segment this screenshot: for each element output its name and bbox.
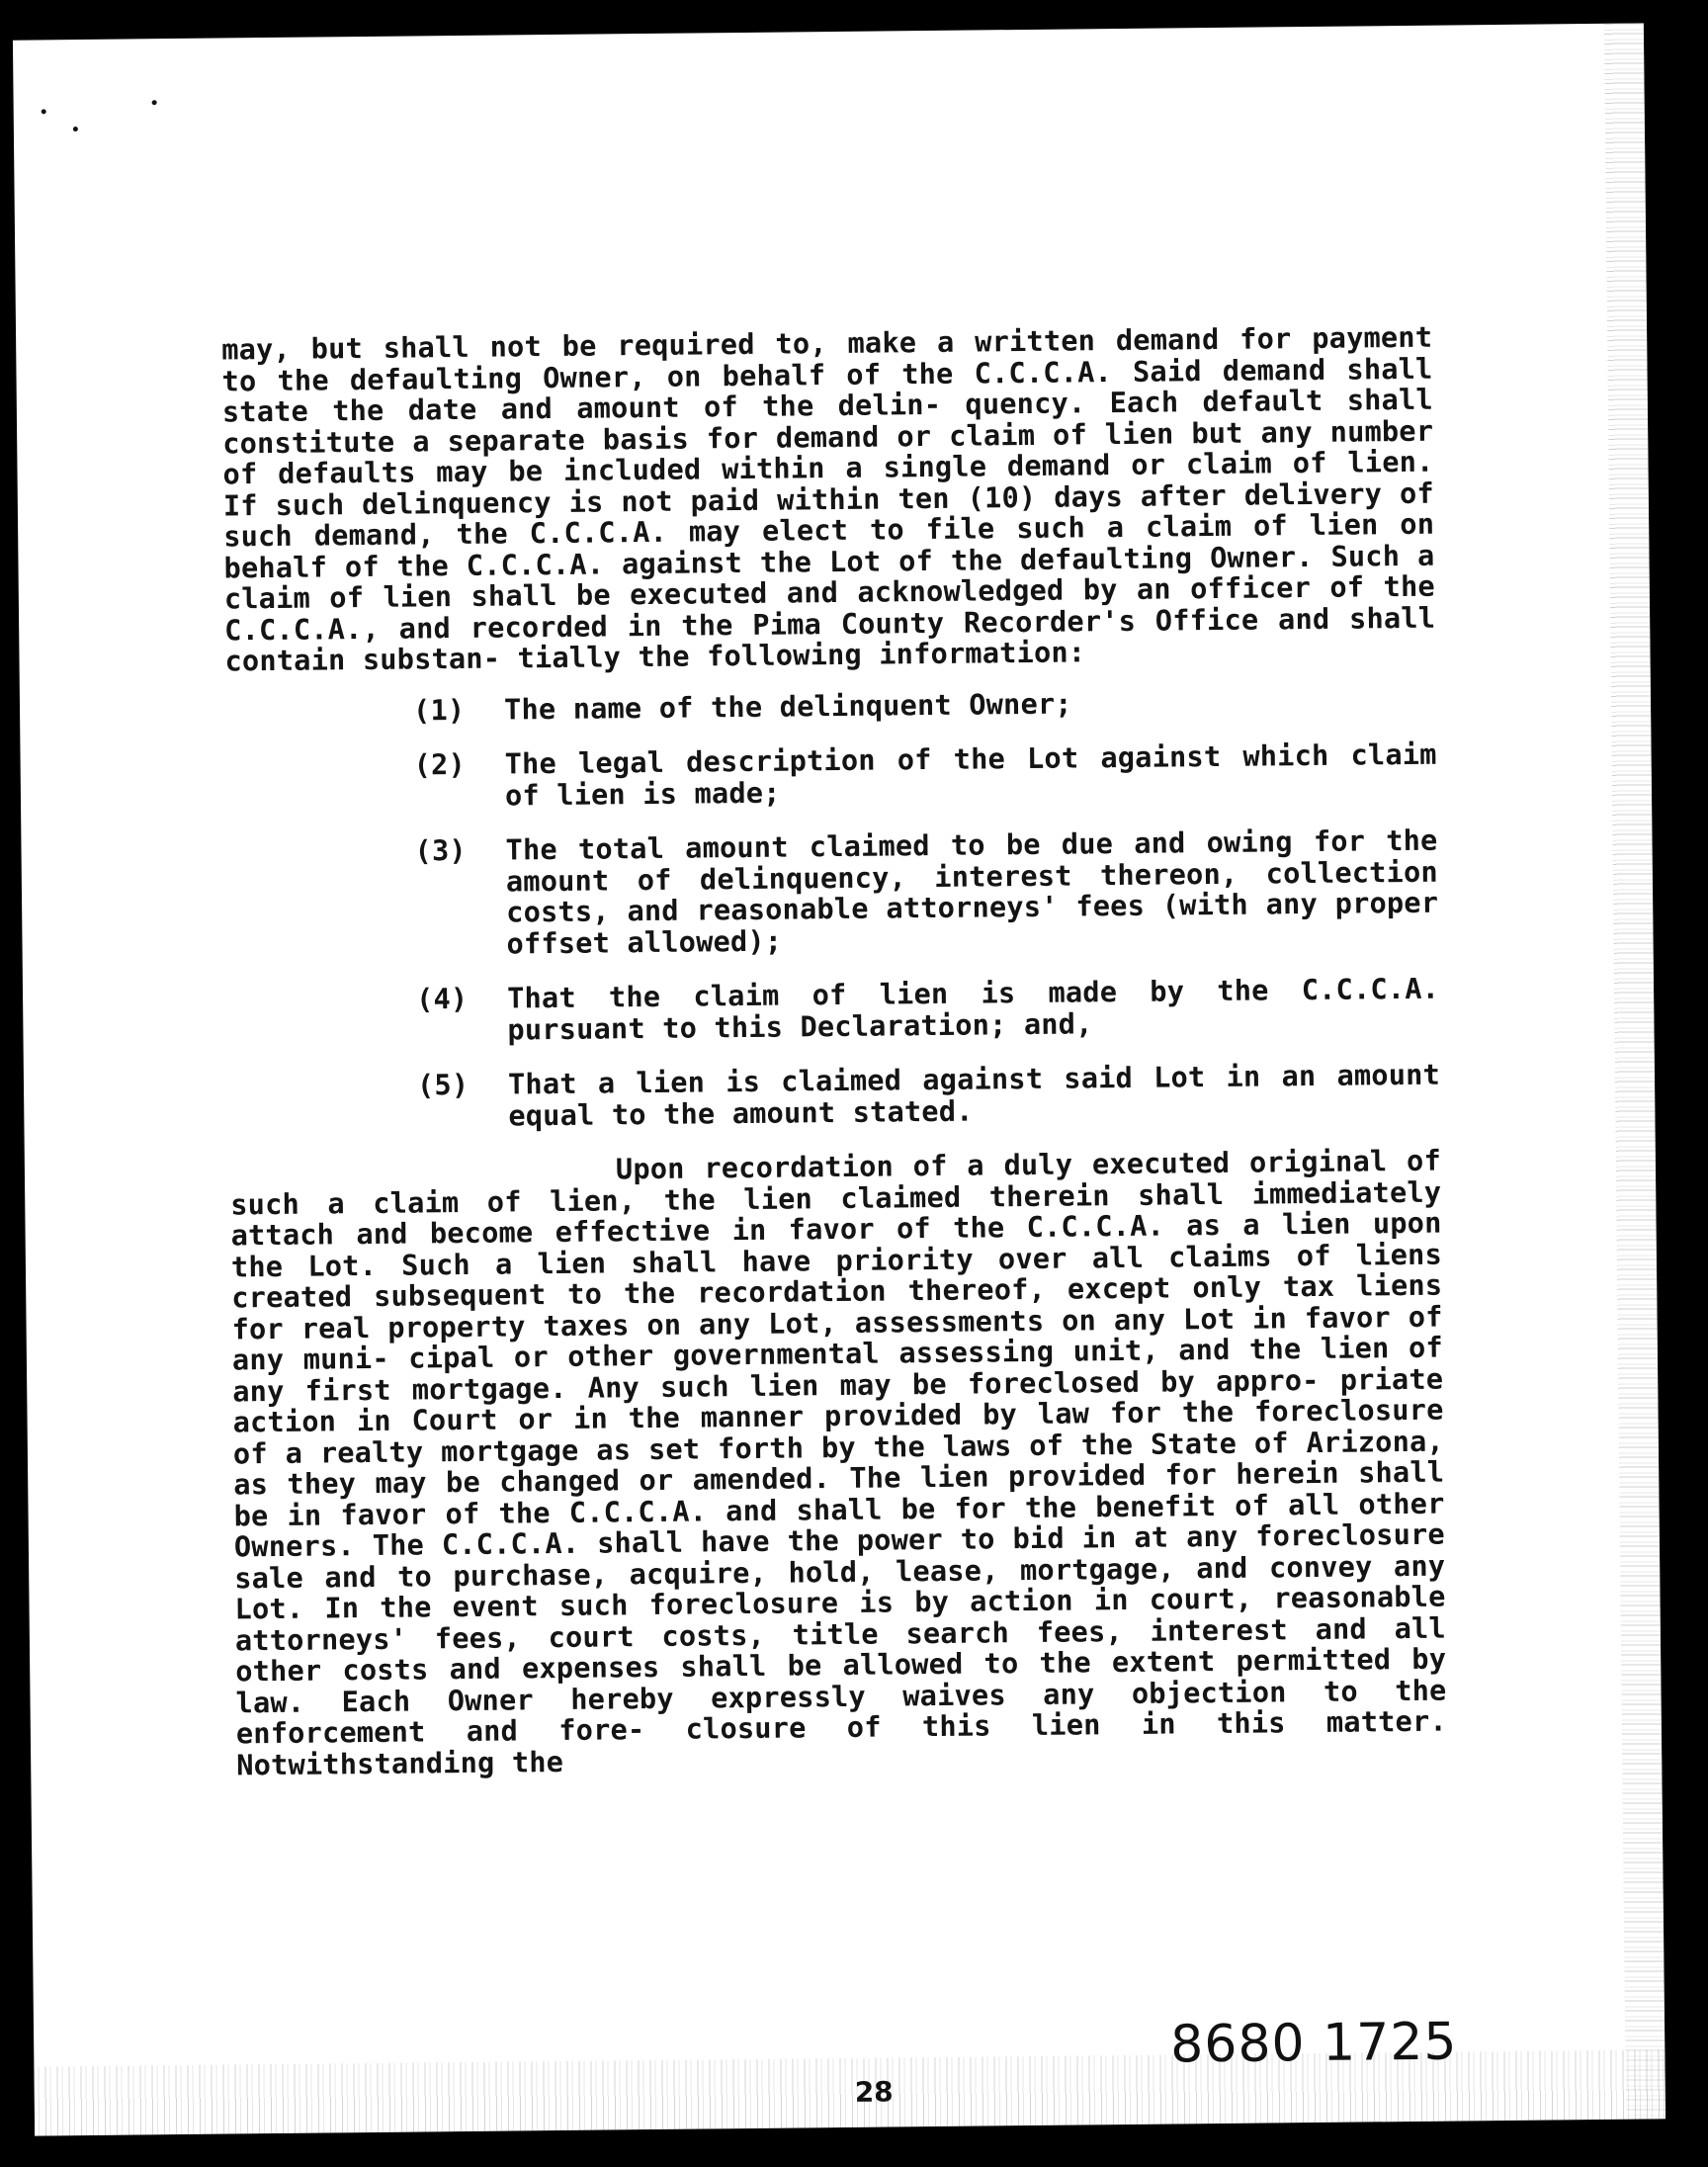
list-item-number: (4) (415, 981, 469, 1016)
lien-information-list (225, 684, 1441, 1134)
scan-speck (73, 127, 78, 131)
list-item (416, 1057, 1441, 1133)
scan-edge-noise (1604, 23, 1665, 2119)
list-item (415, 971, 1440, 1047)
document-recording-number: 8680 1725 (1169, 2012, 1458, 2075)
list-item-text: That a lien is claimed against said Lot in an amount equal to the amount stated. (507, 1057, 1441, 1133)
scan-speck (42, 109, 46, 114)
list-item-text: That the claim of lien is made by the C.C.C.A. pursuant to this Declaration; and, (506, 971, 1440, 1047)
scan-speck (152, 100, 157, 105)
document-body (221, 319, 1448, 1781)
page-number: 28 (854, 2075, 894, 2109)
list-item-text: The total amount claimed to be due and owing for the amount of delinquency, interest thereon, collection costs, and reasonable attorneys' fees (with any proper offset allowed); (505, 823, 1439, 961)
list-item-number: (2) (413, 746, 467, 782)
list-item-text: The name of the delinquent Owner; (503, 686, 1072, 727)
list-item-number: (3) (414, 832, 467, 868)
list-item-number: (1) (412, 692, 466, 727)
list-item-number: (5) (416, 1067, 470, 1102)
document-page (13, 23, 1665, 2135)
paragraph-lien-recordation: Upon recordation of a duly executed original of such a claim of lien, the lien claimed therein shall immediately attach and become effective in favor of the C.C.C.A. as a lien upon the Lot. Such a lien shall have priority over all claims of liens created subsequent to the recordation thereof, except only tax liens for real property taxes on any Lot, assessments on any Lot in favor of any muni- cipal or other governmental assessing unit, and the lien of any first mortgage. Any such lien may be foreclosed by appro- priate action in Court or in the manner provided by law for the foreclosure of a realty mortgage as set forth by the laws of the State of Arizona, as they may be changed or amended. The lien provided for herein shall be in favor of the C.C.C.A. and shall be for the benefit of all other Owners. The C.C.C.A. shall have the power to bid in at any foreclosure sale and to purchase, acquire, hold, lease, mortgage, and convey any Lot. In the event such foreclosure is by action in court, reasonable attorneys' fees, court costs, title search fees, interest and all other costs and expenses shall be allowed to the extent permitted by law. Each Owner hereby expressly waives any objection to the enforcement and fore- closure of this lien in this matter. Notwithstanding the (230, 1143, 1448, 1781)
paragraph-lien-demand: may, but shall not be required to, make a written demand for payment to the defaulting Owner, on behalf of the C.C.C.A. Said demand shall state the date and amount of the delin- quency. Each default shall constitute a separate basis for demand or claim of lien but any number of defaults may be included within a single demand or claim of lien. If such delinquency is not paid within ten (10) days after delivery of such demand, the C.C.C.A. may elect to file such a claim of lien on behalf of the C.C.C.A. against the Lot of the defaulting Owner. Such a claim of lien shall be executed and acknowledged by an officer of the C.C.C.A., and recorded in the Pima County Recorder's Office and shall contain substan- tially the following information: (221, 319, 1436, 678)
list-item-text: The legal description of the Lot against which claim of lien is made; (504, 737, 1437, 813)
list-item (413, 739, 1437, 813)
list-item (414, 825, 1438, 961)
list-item (413, 684, 1436, 726)
